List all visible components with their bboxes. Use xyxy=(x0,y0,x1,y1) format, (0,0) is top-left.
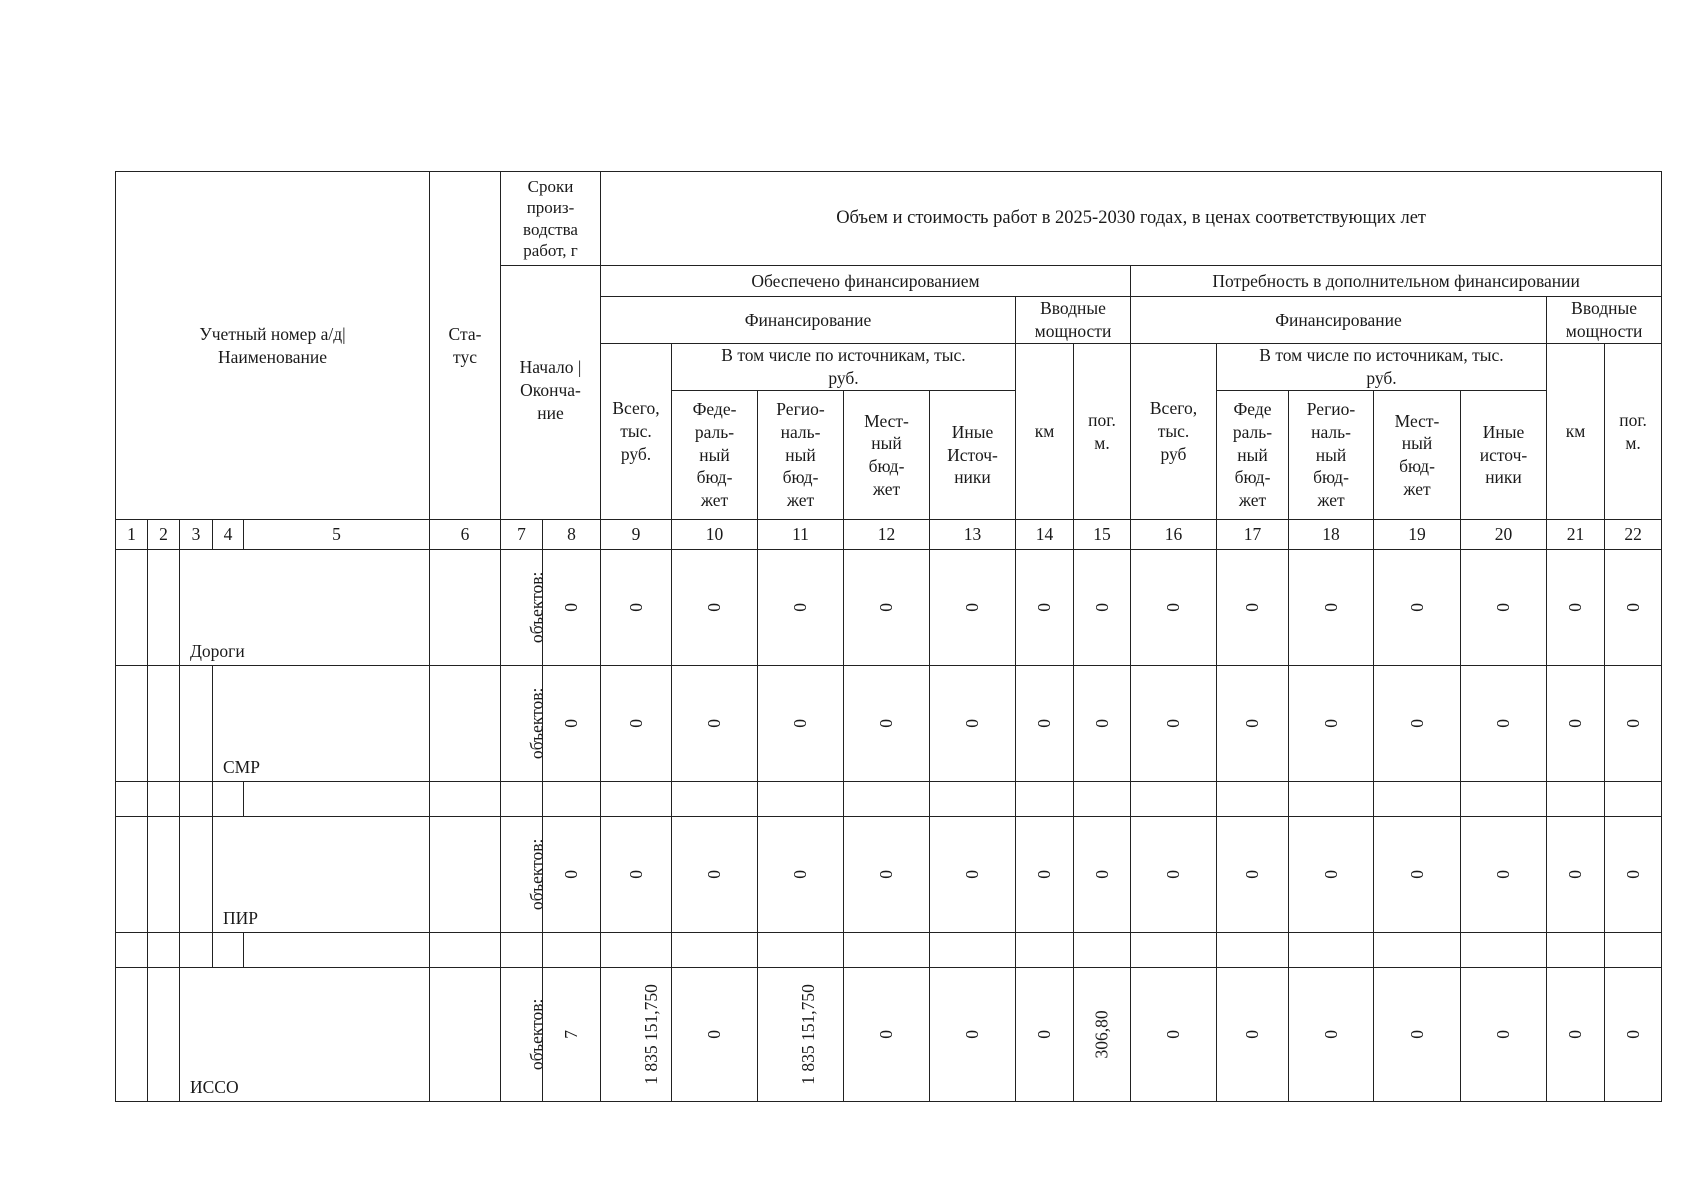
value-cell xyxy=(930,817,1016,933)
terms-sub-header: Начало | Оконча- ние xyxy=(501,266,601,520)
value: 0 xyxy=(1565,870,1586,879)
spacer-cell xyxy=(930,933,1016,968)
value-cell xyxy=(543,550,601,666)
value: 0 xyxy=(1034,719,1055,728)
value: 0 xyxy=(704,603,725,612)
value: 0 xyxy=(1242,1030,1263,1039)
value-cell xyxy=(1605,817,1662,933)
value-cell xyxy=(844,550,930,666)
spacer-cell xyxy=(244,933,430,968)
value: 0 xyxy=(790,870,811,879)
col-number: 14 xyxy=(1016,520,1074,550)
col-number: 8 xyxy=(543,520,601,550)
value-cell xyxy=(930,550,1016,666)
value: 0 xyxy=(561,603,582,612)
value: 0 xyxy=(1406,603,1427,612)
spacer-cell xyxy=(1074,782,1131,817)
value: 0 xyxy=(625,603,646,612)
financing-left-header: Финансирование xyxy=(601,297,1016,344)
value-cell xyxy=(1605,550,1662,666)
col-federal-right: Феде раль- ный бюд- жет xyxy=(1217,391,1289,520)
spacer-cell xyxy=(213,933,244,968)
spacer-cell xyxy=(1605,933,1662,968)
row-label-1: СМР xyxy=(213,666,430,782)
col-number: 7 xyxy=(501,520,543,550)
value: 0 xyxy=(1034,603,1055,612)
need-header: Потребность в дополнительном финансировании xyxy=(1131,266,1662,297)
value: 0 xyxy=(1493,719,1514,728)
value: 306,80 xyxy=(1091,1010,1112,1059)
value: 0 xyxy=(1034,870,1055,879)
col-number: 21 xyxy=(1547,520,1605,550)
col-number: 9 xyxy=(601,520,672,550)
spacer-cell xyxy=(1547,933,1605,968)
value-cell xyxy=(1374,550,1461,666)
col-federal-left: Феде- раль- ный бюд- жет xyxy=(672,391,758,520)
value-cell xyxy=(1547,817,1605,933)
col-total-left: Всего, тыс. руб. xyxy=(601,344,672,520)
value-cell xyxy=(543,817,601,933)
value-cell xyxy=(1016,968,1074,1102)
value: 0 xyxy=(1091,603,1112,612)
value-cell xyxy=(1217,817,1289,933)
value: 0 xyxy=(1565,603,1586,612)
value-cell xyxy=(1016,550,1074,666)
value: 0 xyxy=(1406,870,1427,879)
value: 1 835 151,750 xyxy=(640,984,661,1085)
col-number: 13 xyxy=(930,520,1016,550)
cell-c1 xyxy=(116,666,148,782)
value-cell xyxy=(1131,666,1217,782)
value-cell xyxy=(1217,968,1289,1102)
value-cell xyxy=(758,550,844,666)
value: 0 xyxy=(790,603,811,612)
value: 0 xyxy=(1242,870,1263,879)
value: 0 xyxy=(625,719,646,728)
value: 0 xyxy=(876,870,897,879)
col-local-right: Мест- ный бюд- жет xyxy=(1374,391,1461,520)
value: 0 xyxy=(876,1030,897,1039)
cell-c2 xyxy=(148,550,180,666)
spacer-cell xyxy=(244,782,430,817)
spacer-cell xyxy=(672,782,758,817)
col-pogm-right: пог. м. xyxy=(1605,344,1662,520)
value-cell xyxy=(1131,550,1217,666)
cell-c1 xyxy=(116,968,148,1102)
value: 0 xyxy=(1320,1030,1341,1039)
col-number: 4 xyxy=(213,520,244,550)
value: 0 xyxy=(1163,870,1184,879)
value-cell xyxy=(601,968,672,1102)
value: 0 xyxy=(1565,719,1586,728)
status-header: Ста- тус xyxy=(430,172,501,520)
value-cell xyxy=(1461,666,1547,782)
value-cell xyxy=(758,968,844,1102)
value: 0 xyxy=(1320,719,1341,728)
value: 0 xyxy=(1034,1030,1055,1039)
value-cell xyxy=(1217,666,1289,782)
row-label-2: ПИР xyxy=(213,817,430,933)
spacer-cell xyxy=(1374,933,1461,968)
value: 0 xyxy=(704,719,725,728)
spacer-cell xyxy=(1131,933,1217,968)
value: 0 xyxy=(876,603,897,612)
value-cell xyxy=(1289,550,1374,666)
value: 0 xyxy=(876,719,897,728)
value-cell xyxy=(930,968,1016,1102)
value: 0 xyxy=(1163,1030,1184,1039)
spacer-cell xyxy=(180,933,213,968)
value: 0 xyxy=(561,719,582,728)
objects-label-cell xyxy=(501,968,547,1102)
col-pogm-left: пог. м. xyxy=(1074,344,1131,520)
value: 0 xyxy=(1622,1030,1643,1039)
spacer-cell xyxy=(1289,782,1374,817)
value-cell xyxy=(844,666,930,782)
cell-c2 xyxy=(148,666,180,782)
value-cell xyxy=(672,968,758,1102)
capacity-left-header: Вводные мощности xyxy=(1016,297,1131,344)
value: 0 xyxy=(1242,603,1263,612)
objects-label-cell xyxy=(501,817,547,933)
cell-c1 xyxy=(116,550,148,666)
financing-right-header: Финансирование xyxy=(1131,297,1547,344)
spacer-cell xyxy=(1461,782,1547,817)
volume-title: Объем и стоимость работ в 2025-2030 годах, в ценах соответствующих лет xyxy=(601,172,1662,266)
secured-header: Обеспечено финансированием xyxy=(601,266,1131,297)
value: 0 xyxy=(962,870,983,879)
value: 0 xyxy=(1406,1030,1427,1039)
col-number: 20 xyxy=(1461,520,1547,550)
by-sources-left: В том числе по источникам, тыс. руб. xyxy=(672,344,1016,391)
value-cell xyxy=(1461,550,1547,666)
value: 0 xyxy=(790,719,811,728)
value: 0 xyxy=(1493,1030,1514,1039)
value: 0 xyxy=(1622,603,1643,612)
value: 0 xyxy=(1493,870,1514,879)
value-cell xyxy=(1074,968,1131,1102)
objects-label: объектов: xyxy=(526,838,547,911)
col-regional-right: Регио- наль- ный бюд- жет xyxy=(1289,391,1374,520)
value-cell xyxy=(1547,666,1605,782)
value: 0 xyxy=(1091,870,1112,879)
spacer-cell xyxy=(213,782,244,817)
spacer-cell xyxy=(501,782,543,817)
value-cell xyxy=(844,817,930,933)
value-cell xyxy=(1547,968,1605,1102)
cell-c2 xyxy=(148,968,180,1102)
spacer-cell xyxy=(543,782,601,817)
value: 1 835 151,750 xyxy=(797,984,818,1085)
spacer-cell xyxy=(1374,782,1461,817)
objects-label-cell xyxy=(501,666,547,782)
value: 0 xyxy=(1320,603,1341,612)
col-number: 5 xyxy=(244,520,430,550)
spacer-cell xyxy=(1074,933,1131,968)
col-number: 22 xyxy=(1605,520,1662,550)
value: 0 xyxy=(1622,719,1643,728)
value: 7 xyxy=(561,1030,582,1039)
row-label-3: ИССО xyxy=(180,968,430,1102)
value-cell xyxy=(758,817,844,933)
spacer-cell xyxy=(543,933,601,968)
col-other-left: Иные Источ- ники xyxy=(930,391,1016,520)
value: 0 xyxy=(962,1030,983,1039)
value-cell xyxy=(1547,550,1605,666)
value-cell xyxy=(1289,968,1374,1102)
value-cell xyxy=(1374,817,1461,933)
col-number: 2 xyxy=(148,520,180,550)
value: 0 xyxy=(1622,870,1643,879)
col-total-right: Всего, тыс. руб xyxy=(1131,344,1217,520)
value: 0 xyxy=(962,603,983,612)
value: 0 xyxy=(561,870,582,879)
cell-status xyxy=(430,666,501,782)
value-cell xyxy=(1461,968,1547,1102)
value-cell xyxy=(758,666,844,782)
spacer-cell xyxy=(116,782,148,817)
value: 0 xyxy=(1163,603,1184,612)
spacer-cell xyxy=(758,782,844,817)
col-km-left: км xyxy=(1016,344,1074,520)
spacer-cell xyxy=(148,933,180,968)
spacer-cell xyxy=(1289,933,1374,968)
objects-label-cell xyxy=(501,550,547,666)
value-cell xyxy=(601,817,672,933)
value-cell xyxy=(1289,817,1374,933)
col-local-left: Мест- ный бюд- жет xyxy=(844,391,930,520)
value-cell xyxy=(601,550,672,666)
cell-status xyxy=(430,550,501,666)
spacer-cell xyxy=(430,782,501,817)
cell-c1 xyxy=(116,817,148,933)
value: 0 xyxy=(1242,719,1263,728)
spacer-cell xyxy=(1605,782,1662,817)
value-cell xyxy=(1016,817,1074,933)
value: 0 xyxy=(1320,870,1341,879)
spacer-cell xyxy=(116,933,148,968)
cell-status xyxy=(430,817,501,933)
spacer-cell xyxy=(1217,933,1289,968)
value-cell xyxy=(930,666,1016,782)
value: 0 xyxy=(704,1030,725,1039)
account-name-header: Учетный номер а/д| Наименование xyxy=(116,172,430,520)
col-number: 11 xyxy=(758,520,844,550)
value-cell xyxy=(1217,550,1289,666)
spacer-cell xyxy=(1131,782,1217,817)
value-cell xyxy=(601,666,672,782)
col-number: 10 xyxy=(672,520,758,550)
col-number: 12 xyxy=(844,520,930,550)
value-cell xyxy=(1461,817,1547,933)
works-table xyxy=(115,171,1662,1102)
value: 0 xyxy=(1163,719,1184,728)
cell-status xyxy=(430,968,501,1102)
objects-label: объектов: xyxy=(526,998,547,1071)
value: 0 xyxy=(962,719,983,728)
spacer-cell xyxy=(1547,782,1605,817)
value-cell xyxy=(1374,968,1461,1102)
cell-c2 xyxy=(148,817,180,933)
spacer-cell xyxy=(1217,782,1289,817)
value-cell xyxy=(1605,968,1662,1102)
value-cell xyxy=(1074,666,1131,782)
value: 0 xyxy=(704,870,725,879)
value-cell xyxy=(543,666,601,782)
value-cell xyxy=(672,817,758,933)
spacer-cell xyxy=(930,782,1016,817)
by-sources-right: В том числе по источникам, тыс. руб. xyxy=(1217,344,1547,391)
col-number: 15 xyxy=(1074,520,1131,550)
col-number: 6 xyxy=(430,520,501,550)
value: 0 xyxy=(625,870,646,879)
col-number: 19 xyxy=(1374,520,1461,550)
row-label-0: Дороги xyxy=(180,550,430,666)
value: 0 xyxy=(1565,1030,1586,1039)
spacer-cell xyxy=(672,933,758,968)
capacity-right-header: Вводные мощности xyxy=(1547,297,1662,344)
col-regional-left: Регио- наль- ный бюд- жет xyxy=(758,391,844,520)
value-cell xyxy=(844,968,930,1102)
value: 0 xyxy=(1091,719,1112,728)
value-cell xyxy=(1016,666,1074,782)
spacer-cell xyxy=(844,782,930,817)
value-cell xyxy=(1131,968,1217,1102)
col-number: 16 xyxy=(1131,520,1217,550)
col-number: 17 xyxy=(1217,520,1289,550)
spacer-cell xyxy=(180,782,213,817)
value: 0 xyxy=(1406,719,1427,728)
objects-label: объектов: xyxy=(526,571,547,644)
cell-c3 xyxy=(180,817,213,933)
col-other-right: Иные источ- ники xyxy=(1461,391,1547,520)
spacer-cell xyxy=(601,782,672,817)
spacer-cell xyxy=(148,782,180,817)
spacer-cell xyxy=(1461,933,1547,968)
value-cell xyxy=(1374,666,1461,782)
value-cell xyxy=(543,968,601,1102)
value-cell xyxy=(672,550,758,666)
objects-label: объектов: xyxy=(526,687,547,760)
value-cell xyxy=(1605,666,1662,782)
spacer-cell xyxy=(501,933,543,968)
spacer-cell xyxy=(1016,782,1074,817)
spacer-cell xyxy=(758,933,844,968)
spacer-cell xyxy=(1016,933,1074,968)
value-cell xyxy=(1074,550,1131,666)
cell-c3 xyxy=(180,666,213,782)
value-cell xyxy=(1074,817,1131,933)
col-number: 18 xyxy=(1289,520,1374,550)
value-cell xyxy=(1289,666,1374,782)
value: 0 xyxy=(1493,603,1514,612)
col-number: 1 xyxy=(116,520,148,550)
terms-header: Сроки произ- водства работ, г xyxy=(501,172,601,266)
spacer-cell xyxy=(430,933,501,968)
spacer-cell xyxy=(601,933,672,968)
col-km-right: км xyxy=(1547,344,1605,520)
value-cell xyxy=(672,666,758,782)
value-cell xyxy=(1131,817,1217,933)
spacer-cell xyxy=(844,933,930,968)
col-number: 3 xyxy=(180,520,213,550)
